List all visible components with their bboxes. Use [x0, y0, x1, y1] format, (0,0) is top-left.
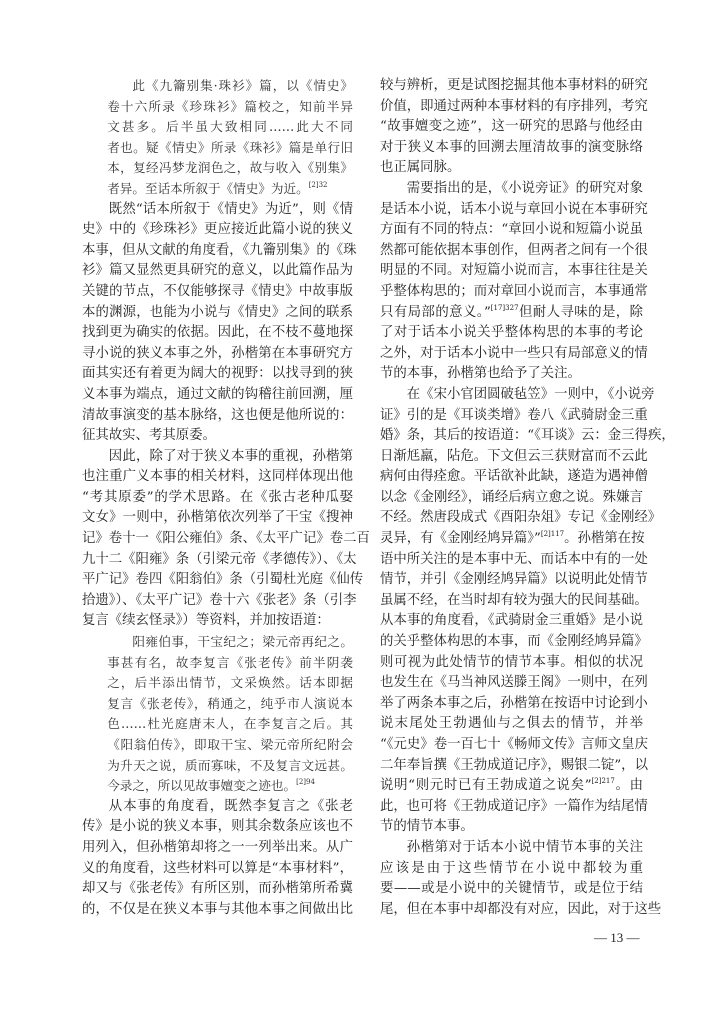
text-line — [380, 529, 643, 550]
text-segment: 只有局部的意义。” — [380, 304, 491, 320]
paragraph — [82, 447, 370, 632]
text-line: 文女》一则中，孙楷第依次列举了干宝《搜神 — [82, 510, 353, 526]
text-line: 本，复经冯梦龙润色之，故与收入《别集》 — [107, 160, 353, 176]
text-line: 明显的不同。对短篇小说而言，本事往往是关 — [380, 263, 648, 279]
text-line: 举了两条本事之后，孙楷第在按语中讨论到小 — [380, 695, 648, 711]
text-line: 应该是由于这些情节在小说中都较为重 — [380, 860, 643, 876]
text-segment: 。由 — [614, 778, 643, 794]
text-line: 本的渊源，也能为小说与《情史》之间的联系 — [82, 304, 353, 320]
text-line: 阳雍伯事，干宝纪之；梁元帝再纪之。 — [132, 634, 353, 650]
paragraph — [380, 179, 648, 385]
text-segment: 灵异，有《金刚经鸠异篇》” — [380, 531, 541, 547]
text-line: 用列入，但孙楷第却将之一一列举出来。从广 — [82, 839, 353, 855]
text-line: 九十二《阳雍》条（引梁元帝《孝德传》）、《太 — [82, 551, 357, 567]
text-line: 征其故实、考其原委。 — [82, 428, 216, 444]
text-line: 《阳翁伯传》，即取干宝、梁元帝所纪附会 — [107, 737, 353, 752]
text-segment: 者异。至话本所叙于《情史》为近。 — [107, 180, 309, 196]
text-line: 则可视为此处情节的情节本事。相似的状况 — [380, 654, 643, 670]
text-segment: 说明“则元时已有王勃成道之说矣” — [380, 778, 592, 794]
text-line: 要——或是小说中的关键情节，或是位于结 — [380, 881, 643, 897]
text-line: 乎整体构思的；而对章回小说而言，本事通常 — [380, 283, 648, 299]
text-line: 本事，但从文献的角度看，《九籥别集》的《珠 — [82, 242, 357, 258]
text-line: 关键的节点，不仅能够探寻《情史》中故事版 — [82, 283, 353, 299]
text-line: 从本事的角度看，既然李复言之《张老 — [108, 798, 353, 814]
text-line: 价值，即通过两种本事材料的有序排列，考究 — [380, 98, 648, 114]
text-line: 情节，并引《金刚经鸠异篇》以说明此处情节 — [380, 572, 648, 588]
text-line: 也注重广义本事的相关材料，这同样体现出他 — [82, 469, 353, 485]
text-line: 为升天之说，质而寡味，不及复言文远甚。 — [107, 757, 353, 773]
text-line: 对于狭义本事的回溯去厘清故事的演变脉络 — [380, 139, 643, 155]
text-line: 寻小说的狭义本事之外，孙楷第在本事研究方 — [82, 345, 353, 361]
right-column — [380, 76, 675, 920]
text-line: 复言《张老传》，稍通之，纯乎市人演说本 — [107, 695, 353, 711]
text-line: 义本事为端点，通过文献的钩稽往前回溯，厘 — [82, 386, 353, 402]
text-line: 方面有不同的特点：“章回小说和短篇小说虽 — [380, 222, 643, 238]
text-line: 的，不仅是在狭义本事与其他本事之间做出比 — [82, 901, 353, 917]
citation-marker: [2]32 — [308, 180, 328, 189]
text-line: 婚》条，其后的按语道：“《耳谈》云：金三得疾， — [380, 428, 675, 444]
page-number: — 13 — — [594, 930, 640, 945]
text-line: 此《九籥别集·珠衫》篇，以《情史》 — [132, 78, 353, 93]
text-line: 语中所关注的是本事中无、而话本中有的一处 — [380, 551, 648, 567]
text-line: 史》中的《珍珠衫》更应接近此篇小说的狭义 — [82, 222, 353, 238]
paragraph — [380, 385, 675, 838]
citation-marker: [2]217 — [591, 777, 615, 786]
text-line: 找到更为确实的依据。因此，在不枝不蔓地探 — [82, 325, 353, 341]
text-line: 需要指出的是，《小说旁证》的研究对象 — [406, 180, 643, 196]
text-line: 传》是小说的狭义本事，则其余数条应该也不 — [82, 819, 353, 835]
text-line: 因此，除了对于狭义本事的重视，孙楷第 — [108, 448, 353, 464]
paragraph — [82, 797, 353, 921]
text-line: 较与辨析，更是试图挖掘其他本事材料的研究 — [380, 78, 648, 93]
block-quote — [82, 632, 353, 797]
citation-marker: [17]327 — [490, 303, 519, 312]
text-line: 清故事演变的基本脉络，这也便是他所说的： — [82, 407, 353, 423]
text-line: 日渐尪羸，阽危。下文但云三获财富而不云此 — [380, 448, 648, 464]
text-line: 色……杜光庭唐末人，在李复言之后。其 — [107, 716, 353, 732]
text-line — [380, 776, 643, 797]
text-line: 平广记》卷四《阳翁伯》条（引蜀杜光庭《仙传 — [82, 572, 364, 588]
paragraph — [380, 76, 648, 179]
text-line: 者也。疑《情史》所录《珠衫》篇是单行旧 — [107, 139, 353, 155]
text-line: 节的本事，孙楷第也给予了关注。 — [380, 366, 581, 382]
text-line: 二年奉旨撰《王勃成道记序》，赐银二锭”，以 — [380, 757, 648, 773]
text-line: 以念《金刚经》，诵经后病立愈之说。殊嫌言 — [380, 489, 643, 505]
text-line: 是话本小说，话本小说与章回小说在本事研究 — [380, 201, 648, 217]
text-line: “《元史》卷一百七十《畅师文传》言师文皇庆 — [380, 737, 648, 752]
text-line: 节的情节本事。 — [380, 819, 474, 835]
text-line: 也正属同脉。 — [380, 160, 461, 176]
text-line: 的关乎整体构思的本事，而《金刚经鸠异篇》 — [380, 634, 648, 650]
text-line: 说末尾处王勃遇仙与之俱去的情节，并举 — [380, 716, 643, 732]
text-line: 文甚多。后半虽大致相同……此大不同 — [107, 119, 353, 135]
text-line: 却又与《张老传》有所区别，而孙楷第所希冀 — [82, 881, 353, 897]
text-line: 之外，对于话本小说中一些只有局部意义的情 — [380, 345, 648, 361]
text-line: 卷十六所录《珍珠衫》篇校之，知前半异 — [107, 98, 353, 114]
text-line: 记》卷十一《阳公雍伯》条、《太平广记》卷二百 — [82, 531, 370, 547]
text-line — [82, 776, 353, 797]
text-line: 复言《续玄怪录》）等资料，并加按语道： — [82, 613, 330, 629]
text-line: 病何由得痊愈。平话欲补此缺，遂造为遇神僧 — [380, 469, 648, 485]
text-line: “考其原委”的学术思路。在《张古老种瓜娶 — [82, 489, 353, 505]
text-line: 了对于话本小说关乎整体构思的本事的考论 — [380, 325, 643, 341]
text-line: 尾，但在本事中却都没有对应，因此，对于这些 — [380, 901, 662, 917]
text-line: 面其实还有着更为阔大的视野：以找寻到的狭 — [82, 366, 353, 382]
text-line: 此，也可将《王勃成道记序》一篇作为结尾情 — [380, 798, 648, 814]
text-line — [380, 303, 643, 324]
text-line: 拾遗》）、《太平广记》卷十六《张老》条（引李 — [82, 592, 357, 608]
text-segment: 今录之，所以见故事嬗变之迹也。 — [107, 778, 297, 794]
text-line: 从本事的角度看，《武骑尉金三重婚》是小说 — [380, 613, 643, 629]
text-line: 然都可能依据本事创作，但两者之间有一个很 — [380, 242, 648, 258]
text-line: 义的角度看，这些材料可以算是“本事材料”， — [82, 860, 353, 876]
text-line — [82, 179, 353, 200]
citation-marker: [2]117 — [540, 530, 565, 539]
citation-marker: [2]94 — [296, 778, 315, 787]
text-line: 也发生在《马当神风送滕王阁》一则中，在列 — [380, 675, 648, 691]
text-line: 孙楷第对于话本小说中情节本事的关注 — [406, 839, 643, 855]
text-line: 衫》篇又显然更具研究的意义，以此篇作品为 — [82, 263, 353, 279]
text-line: 虽属不经，在当时却有较为强大的民间基础。 — [380, 592, 648, 608]
text-line: 不经。然唐段成式《酉阳杂俎》专记《金刚经》 — [380, 510, 662, 526]
text-line: 事甚有名，故李复言《张老传》前半阴袭 — [107, 654, 353, 670]
text-line: 之，后半添出情节，文采焕然。话本即据 — [107, 675, 353, 691]
text-segment: 但耐人寻味的是，除 — [518, 304, 644, 320]
text-line: 证》引的是《耳谈类增》卷八《武骑尉金三重 — [380, 407, 648, 423]
paragraph — [82, 200, 357, 447]
text-line: “故事嬗变之迹”，这一研究的思路与他经由 — [380, 119, 643, 135]
text-line: 在《宋小官团圆破毡笠》一则中，《小说旁 — [406, 386, 655, 402]
paragraph — [380, 838, 662, 920]
text-line: 既然“话本所叙于《情史》为近”，则《情 — [108, 201, 353, 217]
text-segment: 。孙楷第在按 — [564, 531, 645, 547]
left-column — [82, 76, 370, 920]
block-quote — [82, 76, 353, 200]
